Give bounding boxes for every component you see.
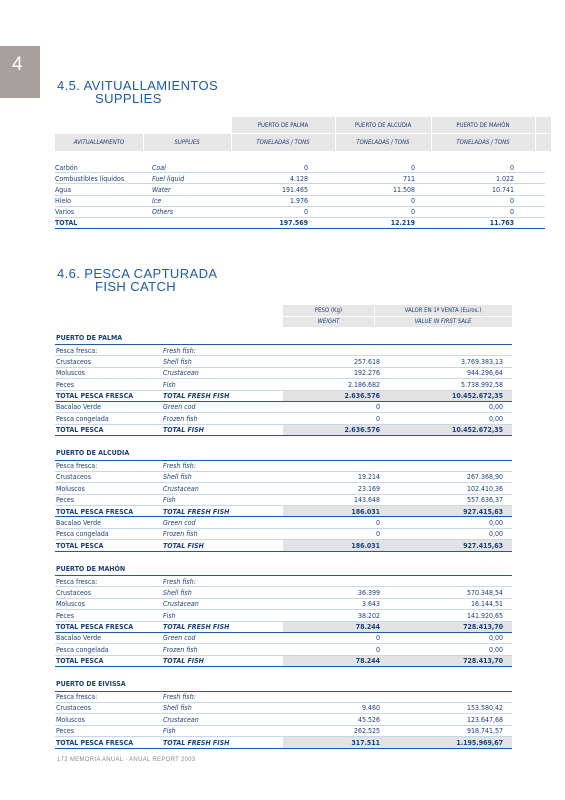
sale-value: 1.195.969,67 — [456, 738, 503, 747]
total-row — [55, 425, 512, 436]
sale-value: 728.413,70 — [463, 623, 503, 632]
section-title-en: SUPPLIES — [95, 91, 162, 106]
row-label-en: Shell fish — [163, 588, 192, 597]
table-row — [55, 726, 512, 737]
row-label-es: Moluscos — [56, 715, 85, 724]
section-title-supplies — [57, 79, 218, 105]
sale-value: 10.452.672,35 — [452, 426, 503, 435]
weight-value: 9.460 — [361, 704, 380, 713]
sale-value: 3.769.383,13 — [460, 357, 503, 366]
table-row — [55, 599, 512, 610]
table-row — [55, 207, 545, 218]
row-label-en: Fresh fish: — [163, 346, 196, 355]
row-label-en: Shell fish — [163, 473, 192, 482]
row-label-es: Peces — [56, 611, 75, 620]
table-row — [55, 379, 512, 390]
total-row — [55, 218, 545, 229]
row-label-es: Pesca fresca: — [56, 462, 98, 471]
total-row — [55, 540, 512, 551]
total-value: 197.569 — [279, 219, 308, 228]
spacer — [55, 552, 512, 563]
section-title-fish — [57, 267, 217, 293]
supplies-table — [55, 162, 545, 229]
cell-value: 191.465 — [281, 185, 308, 194]
row-label-es: Pesca congelada — [56, 645, 109, 654]
row-label-en: Green cod — [163, 518, 196, 527]
weight-value: 23.169 — [357, 484, 380, 493]
row-label-en: Fish — [163, 496, 176, 505]
spacer — [55, 667, 512, 678]
sale-value: 728.413,70 — [463, 657, 503, 666]
row-label-es: Bacalao Verde — [56, 634, 101, 643]
sale-value: 0,00 — [488, 645, 503, 654]
table-row — [55, 413, 512, 424]
head-value-en: VALUE IN FIRST SALE — [414, 318, 472, 325]
head-weight-es: PESO (Kg) — [314, 307, 343, 314]
sale-value: 267.368,90 — [466, 473, 503, 482]
page-number-tab: 4 — [0, 46, 40, 98]
row-label-en: Water — [152, 185, 171, 194]
sale-value: 927.415,63 — [463, 507, 503, 516]
section-title-en: FISH CATCH — [95, 279, 177, 294]
col-header-palma: PUERTO DE PALMA — [257, 122, 309, 129]
sale-value: 153.580,42 — [466, 704, 503, 713]
weight-value: 317.511 — [351, 738, 380, 747]
cell-value: 0 — [303, 163, 308, 172]
fish-table — [55, 332, 512, 749]
weight-value: 78.244 — [355, 657, 380, 666]
weight-value: 0 — [375, 634, 380, 643]
table-row — [55, 345, 512, 356]
row-label-es: TOTAL PESCA — [56, 426, 104, 435]
row-label-es: Bacalao Verde — [56, 518, 101, 527]
unit-alcudia: TONELADAS / TONS — [356, 139, 410, 146]
row-label-es: Moluscos — [56, 484, 85, 493]
table-row — [55, 162, 545, 173]
row-label-en: SUPPLIES — [174, 139, 200, 146]
port-name: PUERTO DE EIVISSA — [56, 680, 126, 689]
row-label-es: Crustaceos — [56, 473, 92, 482]
weight-value: 2.186.682 — [347, 380, 380, 389]
total-row — [55, 391, 512, 402]
port-name: PUERTO DE PALMA — [56, 333, 123, 342]
row-label-es: Pesca fresca: — [56, 577, 98, 586]
row-label-es: Moluscos — [56, 369, 85, 378]
table-row — [55, 644, 512, 655]
table-row — [55, 495, 512, 506]
row-label-en: Crustacean — [163, 715, 199, 724]
supplies-table-header — [55, 117, 551, 151]
table-row — [55, 587, 512, 598]
weight-value: 78.244 — [355, 623, 380, 632]
total-value: 11.763 — [489, 219, 514, 228]
cell-value: 711 — [402, 174, 415, 183]
weight-value: 0 — [375, 403, 380, 412]
weight-value: 3.643 — [361, 600, 380, 609]
weight-value: 2.636.576 — [344, 392, 380, 401]
port-name: PUERTO DE ALCUDIA — [56, 449, 130, 458]
cell-value: 0 — [410, 208, 415, 217]
weight-value: 0 — [375, 414, 380, 423]
weight-value: 36.399 — [357, 588, 380, 597]
weight-value: 186.031 — [351, 541, 380, 550]
cell-value: 10.741 — [491, 185, 514, 194]
row-label-es: Pesca congelada — [56, 414, 109, 423]
row-label-es: Pesca congelada — [56, 530, 109, 539]
table-row — [55, 610, 512, 621]
total-row — [55, 506, 512, 517]
total-row — [55, 737, 512, 748]
row-label-en: Fresh fish: — [163, 693, 196, 702]
row-label-es: Combustibles líquidos — [55, 174, 125, 183]
row-label-en: Frozen fish — [163, 645, 198, 654]
table-row — [55, 402, 512, 413]
weight-value: 19.214 — [357, 473, 380, 482]
table-row — [55, 173, 545, 184]
row-label-es: TOTAL PESCA FRESCA — [56, 507, 134, 516]
row-label-en: Crustacean — [163, 600, 199, 609]
sale-value: 918.741,57 — [466, 727, 503, 736]
col-header-mahon: PUERTO DE MAHÓN — [456, 122, 510, 129]
cell-value: 0 — [410, 197, 415, 206]
sale-value: 927.415,63 — [463, 541, 503, 550]
table-row — [55, 576, 512, 587]
unit-palma: TONELADAS / TONS — [256, 139, 310, 146]
row-label-en: Fish — [163, 380, 176, 389]
port-name: PUERTO DE MAHÓN — [56, 564, 126, 573]
cell-value: 0 — [303, 208, 308, 217]
row-label-en: Green cod — [163, 403, 196, 412]
total-row — [55, 622, 512, 633]
row-label-en: Crustacean — [163, 369, 199, 378]
row-label-en: Others — [152, 208, 174, 217]
row-label-en: Shell fish — [163, 704, 192, 713]
sale-value: 10.452.672,35 — [452, 392, 503, 401]
row-label-es: Crustaceos — [56, 704, 92, 713]
row-label-es: Peces — [56, 380, 75, 389]
row-label-en: Fish — [163, 727, 176, 736]
row-label-en: Fresh fish: — [163, 462, 196, 471]
weight-value: 2.636.576 — [344, 426, 380, 435]
sale-value: 0,00 — [488, 414, 503, 423]
head-weight-en: WEIGHT — [317, 318, 340, 325]
weight-value: 0 — [375, 530, 380, 539]
row-label-en: TOTAL FRESH FISH — [163, 392, 230, 401]
table-row — [55, 356, 512, 367]
page-footer: 172 MEMORIA ANUAL · ANUAL REPORT 2003 — [57, 757, 196, 763]
sale-value: 102.410,36 — [466, 484, 503, 493]
table-row — [55, 196, 545, 207]
row-label-en: Frozen fish — [163, 414, 198, 423]
row-label-es: TOTAL PESCA FRESCA — [56, 392, 134, 401]
weight-value: 186.031 — [351, 507, 380, 516]
table-row — [55, 714, 512, 725]
sale-value: 0,00 — [488, 634, 503, 643]
cell-value: 0 — [509, 208, 514, 217]
cell-value: 0 — [410, 163, 415, 172]
sale-value: 141.920,65 — [466, 611, 503, 620]
row-label-es: TOTAL PESCA — [56, 541, 104, 550]
table-row — [55, 529, 512, 540]
section-title-es: 4.5. AVITUALLAMIENTOS — [57, 78, 219, 93]
table-row — [55, 461, 512, 472]
total-row — [55, 656, 512, 667]
table-row — [55, 517, 512, 528]
cell-value: 0 — [509, 197, 514, 206]
sale-value: 16.144,51 — [470, 600, 503, 609]
row-label-en: TOTAL FISH — [163, 541, 204, 550]
row-label-en: Crustacean — [163, 484, 199, 493]
weight-value: 262.525 — [353, 727, 380, 736]
row-label-es: Varios — [55, 208, 75, 217]
port-header — [55, 679, 512, 692]
row-label-en: Shell fish — [163, 357, 192, 366]
spacer — [55, 436, 512, 447]
total-label: TOTAL — [55, 219, 78, 228]
section-title-es: 4.6. PESCA CAPTURADA — [57, 266, 218, 281]
table-row — [55, 472, 512, 483]
row-label-es: Peces — [56, 727, 75, 736]
table-row — [55, 483, 512, 494]
row-label-es: Pesca fresca: — [56, 346, 98, 355]
weight-value: 38.202 — [357, 611, 380, 620]
sale-value: 0,00 — [488, 518, 503, 527]
row-label-es: TOTAL PESCA — [56, 657, 104, 666]
row-label-es: Crustaceos — [56, 588, 92, 597]
weight-value: 0 — [375, 518, 380, 527]
row-label-es: Agua — [55, 185, 72, 194]
weight-value: 45.526 — [357, 715, 380, 724]
col-header-alcudia: PUERTO DE ALCUDIA — [354, 122, 412, 129]
row-label-es: TOTAL PESCA FRESCA — [56, 738, 134, 747]
row-label-en: Green cod — [163, 634, 196, 643]
row-label-en: TOTAL FISH — [163, 657, 204, 666]
port-header — [55, 332, 512, 345]
row-label-en: TOTAL FRESH FISH — [163, 623, 230, 632]
row-label-en: Frozen fish — [163, 530, 198, 539]
weight-value: 257.618 — [353, 357, 380, 366]
port-header — [55, 563, 512, 576]
row-label-en: Fresh fish: — [163, 577, 196, 586]
cell-value: 4.128 — [289, 174, 308, 183]
sale-value: 0,00 — [488, 530, 503, 539]
table-row — [55, 368, 512, 379]
weight-value: 192.276 — [353, 369, 380, 378]
row-label-es: Hielo — [55, 197, 71, 206]
table-row — [55, 633, 512, 644]
row-label-es: Moluscos — [56, 600, 85, 609]
table-row — [55, 692, 512, 703]
port-header — [55, 448, 512, 461]
row-label-es: Peces — [56, 496, 75, 505]
sale-value: 0,00 — [488, 403, 503, 412]
row-label-es: Bacalao Verde — [56, 403, 101, 412]
row-label-es: Carbón — [55, 163, 78, 172]
weight-value: 0 — [375, 645, 380, 654]
sale-value: 570.348,54 — [466, 588, 503, 597]
cell-value: 1.022 — [495, 174, 514, 183]
row-label-en: TOTAL FRESH FISH — [163, 738, 230, 747]
sale-value: 557.636,37 — [466, 496, 503, 505]
total-value: 12.219 — [390, 219, 415, 228]
weight-value: 143.648 — [353, 496, 380, 505]
row-label-en: Ice — [152, 197, 162, 206]
table-row — [55, 184, 545, 195]
sale-value: 123.647,68 — [466, 715, 503, 724]
head-value-es: VALOR EN 1ª VENTA (Euros.) — [404, 307, 482, 314]
row-label-es: AVITUALLAMIENTO — [73, 139, 125, 146]
row-label-es: TOTAL PESCA FRESCA — [56, 623, 134, 632]
row-label-en: TOTAL FISH — [163, 426, 204, 435]
row-label-es: Crustaceos — [56, 357, 92, 366]
sale-value: 944.296,64 — [466, 369, 503, 378]
unit-mahon: TONELADAS / TONS — [456, 139, 510, 146]
row-label-es: Pesca fresca: — [56, 693, 98, 702]
cell-value: 0 — [509, 163, 514, 172]
row-label-en: Fuel liquid — [152, 174, 185, 183]
sale-value: 5.738.992,58 — [460, 380, 503, 389]
row-label-en: TOTAL FRESH FISH — [163, 507, 230, 516]
fish-table-header — [55, 305, 512, 327]
row-label-en: Coal — [152, 163, 166, 172]
cell-value: 11.508 — [392, 185, 415, 194]
cell-value: 1.976 — [289, 197, 308, 206]
table-row — [55, 703, 512, 714]
row-label-en: Fish — [163, 611, 176, 620]
